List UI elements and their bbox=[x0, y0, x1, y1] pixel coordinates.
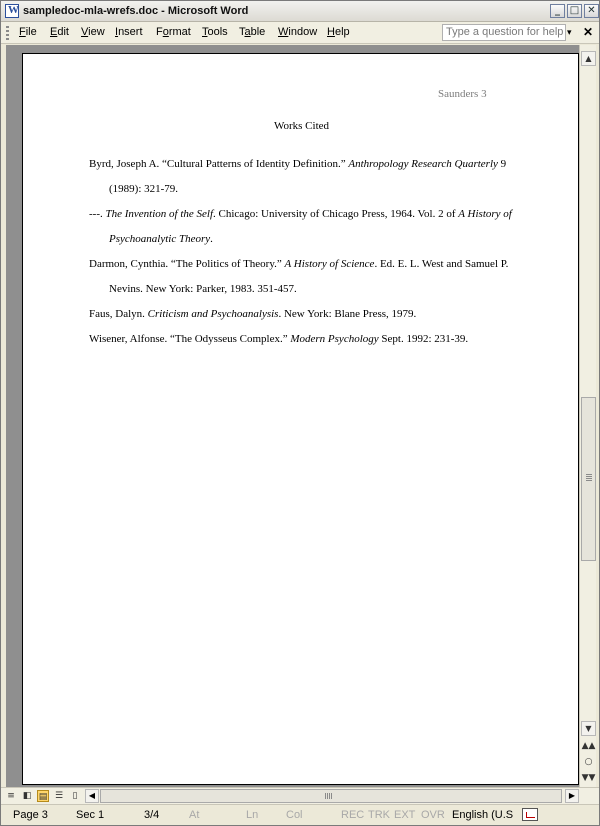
menu-tools[interactable]: Tools bbox=[202, 26, 228, 38]
document-page[interactable] bbox=[22, 53, 579, 785]
window-title: sampledoc-mla-wrefs.doc - Microsoft Word bbox=[23, 5, 249, 17]
document-area bbox=[6, 45, 579, 787]
citation-line: Darmon, Cynthia. “The Politics of Theory.” A History of Science. Ed. E. L. West and Samuel P. bbox=[89, 258, 509, 270]
citation-line: (1989): 321-79. bbox=[109, 183, 179, 195]
status-section[interactable]: Sec 1 bbox=[76, 809, 105, 821]
web-layout-view-icon[interactable]: ◧ bbox=[22, 791, 32, 801]
citation-line: Psychoanalytic Theory. bbox=[109, 233, 213, 245]
word-app-icon[interactable] bbox=[5, 4, 19, 18]
status-at[interactable]: At bbox=[189, 809, 200, 821]
status-page[interactable]: Page 3 bbox=[13, 809, 48, 821]
status-page-count[interactable]: 3/4 bbox=[144, 809, 160, 821]
status-ext[interactable]: EXT bbox=[394, 809, 416, 821]
vertical-scroll-thumb[interactable] bbox=[581, 397, 596, 561]
citation-line: Byrd, Joseph A. “Cultural Patterns of Identity Definition.” Anthropology Research Quarterly 9 bbox=[89, 158, 507, 170]
status-column[interactable]: Col bbox=[286, 809, 303, 821]
ask-question-input[interactable]: Type a question for help bbox=[442, 24, 566, 41]
scroll-down-button[interactable]: ▼ bbox=[581, 721, 596, 736]
status-bar bbox=[1, 804, 599, 825]
outline-view-icon[interactable]: ☰ bbox=[54, 791, 64, 801]
horizontal-scroll-area bbox=[1, 787, 599, 804]
normal-view-icon[interactable]: ≡ bbox=[7, 791, 15, 801]
horizontal-scroll-thumb[interactable] bbox=[100, 789, 562, 803]
page-header: Saunders 3 bbox=[438, 88, 487, 100]
status-line[interactable]: Ln bbox=[246, 809, 259, 821]
citation-line: ---. The Invention of the Self. Chicago: University of Chicago Press, 1964. Vol. 2 of A History of bbox=[89, 208, 512, 220]
previous-page-icon[interactable]: ▲▲ bbox=[581, 741, 596, 751]
menu-help[interactable]: Help bbox=[327, 26, 350, 38]
spelling-grammar-status-icon[interactable] bbox=[522, 808, 538, 821]
ask-question-dropdown-icon[interactable]: ▾ bbox=[567, 27, 572, 37]
reading-layout-view-icon[interactable]: ▯ bbox=[72, 791, 78, 801]
status-rec[interactable]: REC bbox=[341, 809, 365, 821]
status-language[interactable]: English (U.S bbox=[452, 809, 514, 821]
menu-edit[interactable]: Edit bbox=[50, 26, 69, 38]
menu-view[interactable]: View bbox=[81, 26, 105, 38]
select-browse-object-icon[interactable]: ○ bbox=[584, 757, 593, 767]
menu-file[interactable]: File bbox=[19, 26, 37, 38]
menu-window[interactable]: Window bbox=[278, 26, 318, 38]
toolbar-grip-icon[interactable] bbox=[6, 26, 9, 40]
citation-line: Wisener, Alfonse. “The Odysseus Complex.” Modern Psychology Sept. 1992: 231-39. bbox=[89, 333, 469, 345]
status-ovr[interactable]: OVR bbox=[421, 809, 445, 821]
close-document-button[interactable]: ✕ bbox=[583, 25, 594, 39]
scroll-right-button[interactable]: ▶ bbox=[565, 789, 579, 803]
menu-table[interactable]: Table bbox=[239, 26, 266, 38]
works-cited-heading: Works Cited bbox=[273, 120, 330, 132]
citation-line: Faus, Dalyn. Criticism and Psychoanalysis. New York: Blane Press, 1979. bbox=[89, 308, 417, 320]
menu-bar bbox=[1, 22, 599, 44]
scroll-up-button[interactable]: ▲ bbox=[581, 51, 596, 66]
vertical-scrollbar[interactable] bbox=[579, 45, 596, 787]
maximize-button[interactable]: □ bbox=[567, 4, 582, 18]
title-bar bbox=[1, 1, 599, 22]
print-layout-view-icon[interactable]: ▤ bbox=[38, 792, 48, 802]
close-button[interactable]: ✕ bbox=[584, 4, 599, 18]
status-trk[interactable]: TRK bbox=[368, 809, 390, 821]
citation-line: Nevins. New York: Parker, 1983. 351-457. bbox=[109, 283, 297, 295]
menu-insert[interactable]: Insert bbox=[115, 26, 143, 38]
next-page-icon[interactable]: ▼▼ bbox=[581, 773, 596, 783]
menu-format[interactable]: Format bbox=[156, 26, 191, 38]
scroll-left-button[interactable]: ◀ bbox=[85, 789, 99, 803]
minimize-button[interactable]: _ bbox=[550, 4, 565, 18]
